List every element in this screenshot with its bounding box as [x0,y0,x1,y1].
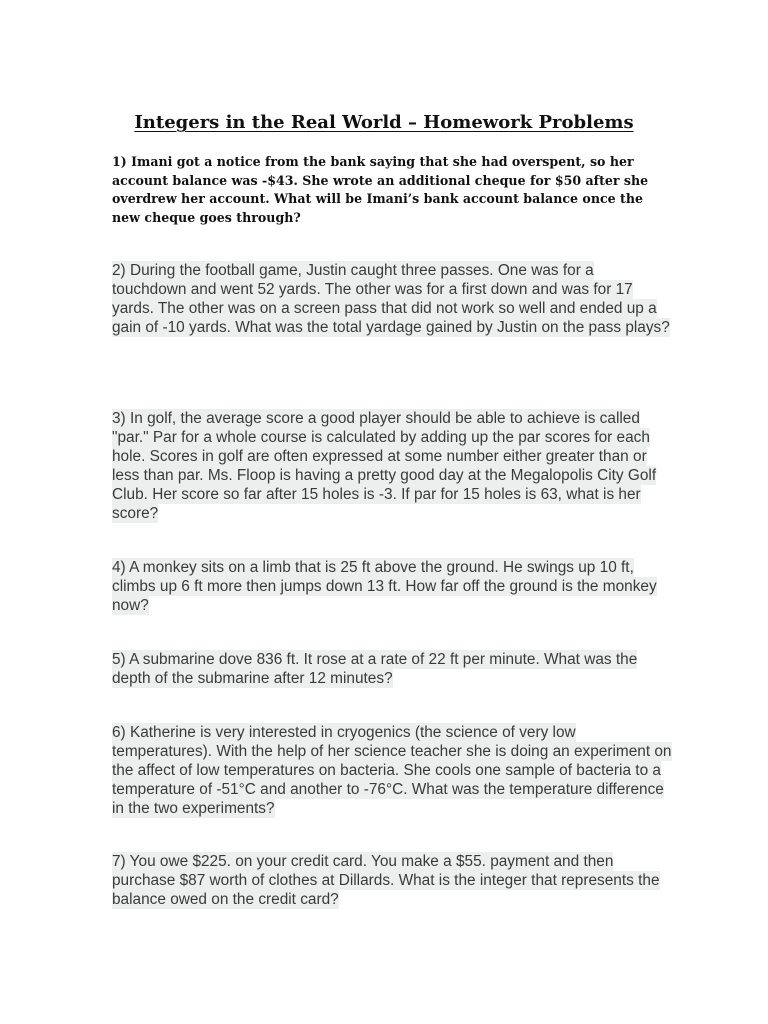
problem-5-text: 5) A submarine dove 836 ft. It rose at a rate of 22 ft per minute. What was the depth of the submarine after 12 minutes? [112,651,638,687]
problem-2-text: 2) During the football game, Justin caught three passes. One was for a touchdown and went 52 yards. The other was for a first down and was for 17 yards. The other was on a screen pass that did not work so well and ended up a gain of -10 yards. What was the total yardage gained by Justin on the pass plays? [112,262,670,336]
problem-6-text: 6) Katherine is very interested in cryogenics (the science of very low temperatures). With the help of her science teacher she is doing an experiment on the affect of low temperatures on bacteria. She cools one sample of bacteria to a temperature of -51°C and another to -76°C. What was the temperature difference in the two experiments? [112,724,672,817]
problem-3-text: 3) In golf, the average score a good player should be able to achieve is called "par." Par for a whole course is calculated by adding up the par scores for each hole. Scores in golf are often expressed at some number either greater than or less than par. Ms. Floop is having a pretty good day at the Megalopolis City Golf Club. Her score so far after 15 holes is -3. If par for 15 holes is 63, what is her score? [112,410,657,522]
problem-1: 1) Imani got a notice from the bank saying that she had overspent, so her account balance was -$43. She wrote an additional cheque for $50 after she overdrew her account. What will be Imani’s bank account balance once the new cheque goes through? [112,154,649,225]
worksheet-title-text: Integers in the Real World – Homework Problems [134,112,634,133]
problem-4 [112,558,672,615]
problem-6 [112,723,672,818]
problem-7-text: 7) You owe $225. on your credit card. You make a $55. payment and then purchase $87 worth of clothes at Dillards. What is the integer that represents the balance owed on the credit card? [112,853,660,908]
problem-4-text: 4) A monkey sits on a limb that is 25 ft above the ground. He swings up 10 ft, climbs up 6 ft more then jumps down 13 ft. How far off the ground is the monkey now? [112,559,657,614]
problem-7 [112,852,672,909]
problem-3 [112,409,672,523]
problem-2 [112,261,672,337]
worksheet-title [0,112,768,133]
problem-5 [112,650,672,688]
